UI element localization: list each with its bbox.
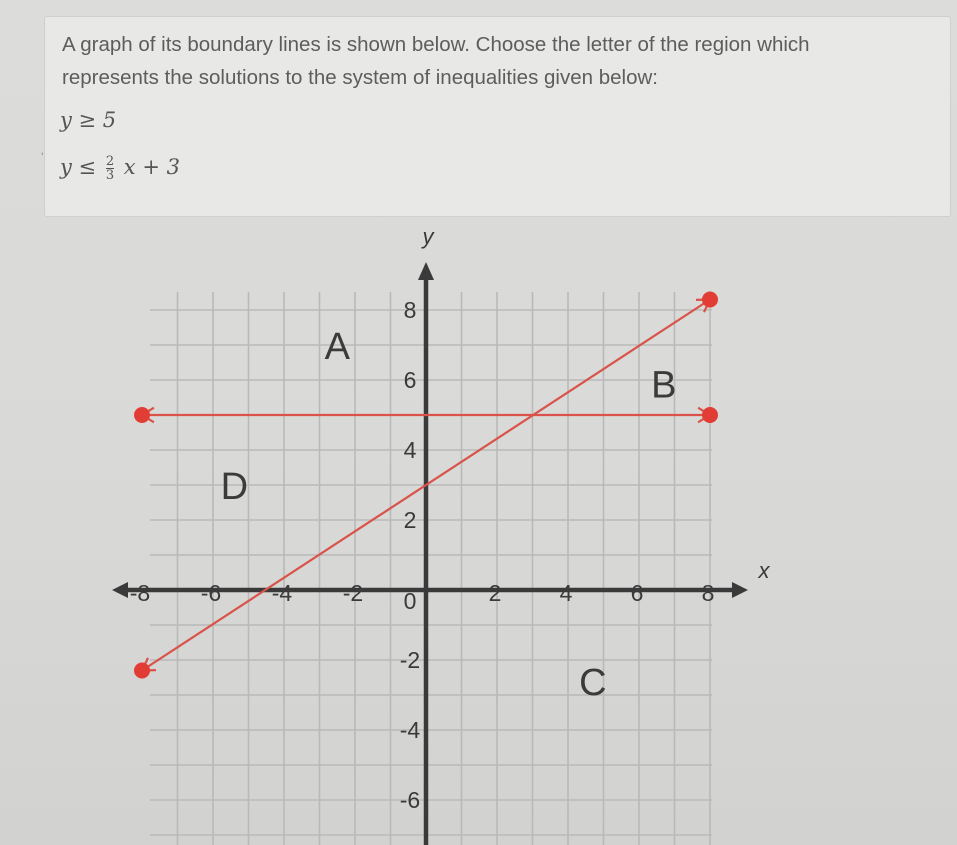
axes (112, 262, 748, 845)
boundary-endpoint (134, 663, 150, 679)
y-tick-label: -4 (399, 717, 421, 743)
y-tick-label: 6 (403, 367, 417, 393)
x-tick-label: 2 (488, 580, 502, 606)
grid (150, 292, 712, 845)
x-axis-title: x (758, 558, 770, 583)
boundary-endpoint (702, 407, 718, 423)
x-axis-left-arrow (112, 582, 128, 598)
y-tick-label: -6 (399, 787, 421, 813)
x-tick-label: -6 (200, 580, 222, 606)
boundary-endpoint (702, 292, 718, 308)
y-tick-label: 8 (403, 297, 417, 323)
stray-mark: ʾ (40, 150, 45, 166)
inequality-2-right: x + 3 (123, 155, 180, 179)
boundary-endpoint (134, 407, 150, 423)
fraction-denominator: 3 (105, 168, 115, 183)
y-axis-title: y (422, 224, 434, 249)
y-tick-label: 0 (403, 588, 417, 614)
y-tick-label: 2 (403, 507, 417, 533)
inequality-1: y ≥ 5 (60, 108, 117, 132)
y-tick-label: 4 (403, 437, 417, 463)
region-label-d: D (220, 466, 249, 508)
x-tick-label: 4 (559, 580, 573, 606)
y-tick-label: -2 (399, 647, 421, 673)
y-axis-top-arrow (418, 262, 434, 280)
x-tick-label: -4 (271, 580, 293, 606)
x-tick-label: -2 (342, 580, 364, 606)
x-tick-label: 8 (701, 580, 715, 606)
x-tick-label: 6 (630, 580, 644, 606)
x-axis-right-arrow (732, 582, 748, 598)
question-prompt: A graph of its boundary lines is shown below. Choose the letter of the region which represents the solutions to the system of inequalities given below: (62, 33, 810, 89)
inequality-2-left: y ≤ (60, 155, 97, 179)
region-label-c: C (579, 662, 607, 704)
fraction-numerator: 2 (105, 154, 115, 169)
x-tick-label: -8 (129, 580, 151, 606)
region-label-a: A (324, 326, 350, 368)
region-label-b: B (651, 364, 677, 407)
